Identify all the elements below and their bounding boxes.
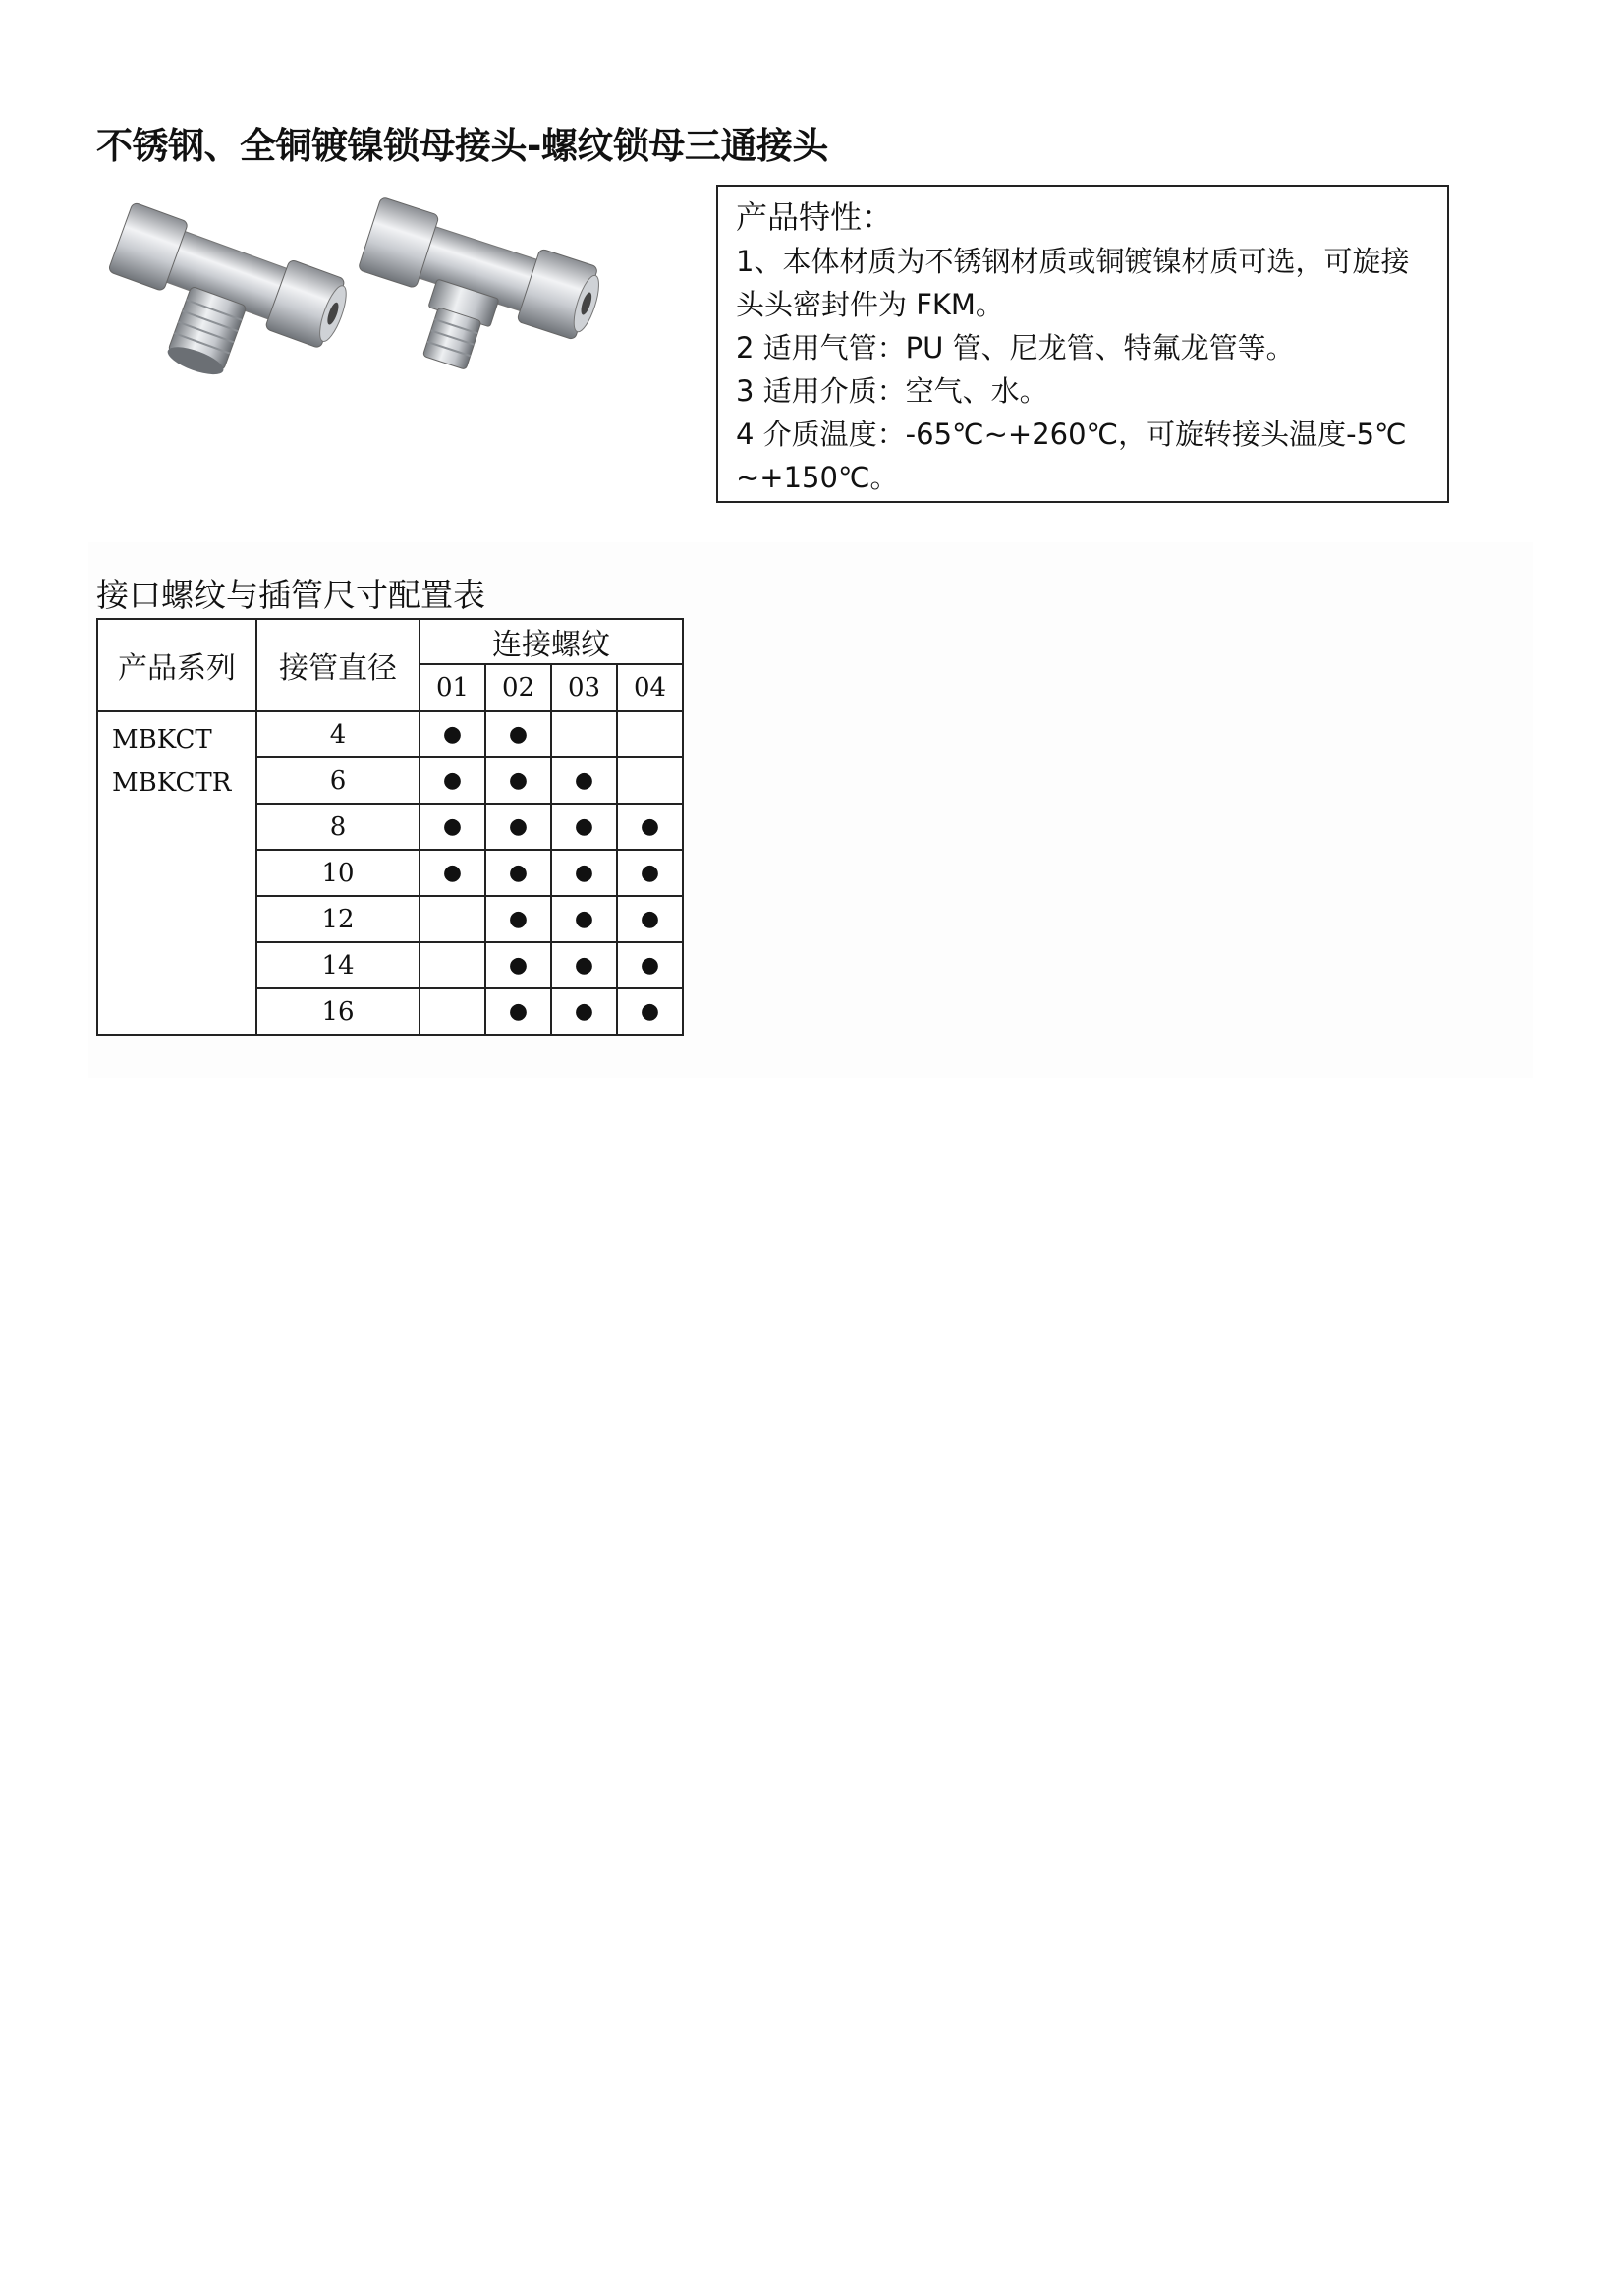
series-name: MBKCT (112, 725, 212, 755)
available-dot-cell: ● (551, 942, 617, 988)
diameter-cell: 14 (256, 942, 420, 988)
product-photo (98, 192, 609, 398)
header-thread-code: 01 (420, 664, 485, 711)
series-cell (97, 711, 256, 1035)
available-dot-cell: ● (485, 804, 551, 850)
header-thread-code: 04 (617, 664, 683, 711)
features-title: 产品特性： (736, 198, 894, 236)
empty-cell (617, 711, 683, 757)
feature-line: 4 介质温度：-65℃~+260℃，可旋转接头温度-5℃ (736, 418, 1407, 451)
empty-cell (420, 942, 485, 988)
header-diameter: 接管直径 (256, 619, 420, 711)
available-dot-cell: ● (485, 988, 551, 1035)
available-dot-cell: ● (485, 942, 551, 988)
feature-line: 2 适用气管：PU 管、尼龙管、特氟龙管等。 (736, 331, 1295, 364)
diameter-cell: 16 (256, 988, 420, 1035)
diameter-cell: 6 (256, 757, 420, 804)
header-thread-code: 03 (551, 664, 617, 711)
header-thread: 连接螺纹 (420, 619, 683, 664)
diameter-cell: 10 (256, 850, 420, 896)
header-series: 产品系列 (97, 619, 256, 711)
available-dot-cell: ● (485, 896, 551, 942)
feature-line: 1、本体材质为不锈钢材质或铜镀镍材质可选，可旋接 (736, 245, 1410, 278)
available-dot-cell: ● (551, 988, 617, 1035)
feature-line: 头头密封件为 FKM。 (736, 288, 1004, 321)
available-dot-cell: ● (551, 850, 617, 896)
empty-cell (420, 988, 485, 1035)
header-thread-code: 02 (485, 664, 551, 711)
diameter-cell: 4 (256, 711, 420, 757)
table-row (97, 711, 683, 757)
series-name: MBKCTR (112, 768, 232, 798)
empty-cell (420, 896, 485, 942)
available-dot-cell: ● (485, 757, 551, 804)
available-dot-cell: ● (551, 757, 617, 804)
tee-fitting-2-image (339, 196, 607, 398)
empty-cell (551, 711, 617, 757)
available-dot-cell: ● (551, 896, 617, 942)
available-dot-cell: ● (420, 757, 485, 804)
available-dot-cell: ● (551, 804, 617, 850)
available-dot-cell: ● (617, 804, 683, 850)
available-dot-cell: ● (420, 850, 485, 896)
available-dot-cell: ● (420, 711, 485, 757)
available-dot-cell: ● (617, 896, 683, 942)
available-dot-cell: ● (485, 711, 551, 757)
table-caption: 接口螺纹与插管尺寸配置表 (96, 576, 485, 614)
available-dot-cell: ● (617, 942, 683, 988)
available-dot-cell: ● (420, 804, 485, 850)
available-dot-cell: ● (617, 850, 683, 896)
feature-line: ~+150℃。 (736, 461, 899, 494)
table-body (97, 711, 683, 1035)
feature-line: 3 适用介质：空气、水。 (736, 374, 1048, 408)
empty-cell (617, 757, 683, 804)
available-dot-cell: ● (485, 850, 551, 896)
available-dot-cell: ● (617, 988, 683, 1035)
diameter-cell: 12 (256, 896, 420, 942)
diameter-cell: 8 (256, 804, 420, 850)
tee-fitting-1-image (98, 202, 354, 398)
thread-size-config-table (96, 618, 684, 1036)
page-title: 不锈钢、全铜镀镍锁母接头-螺纹锁母三通接头 (96, 125, 828, 167)
product-features-box (716, 185, 1449, 503)
